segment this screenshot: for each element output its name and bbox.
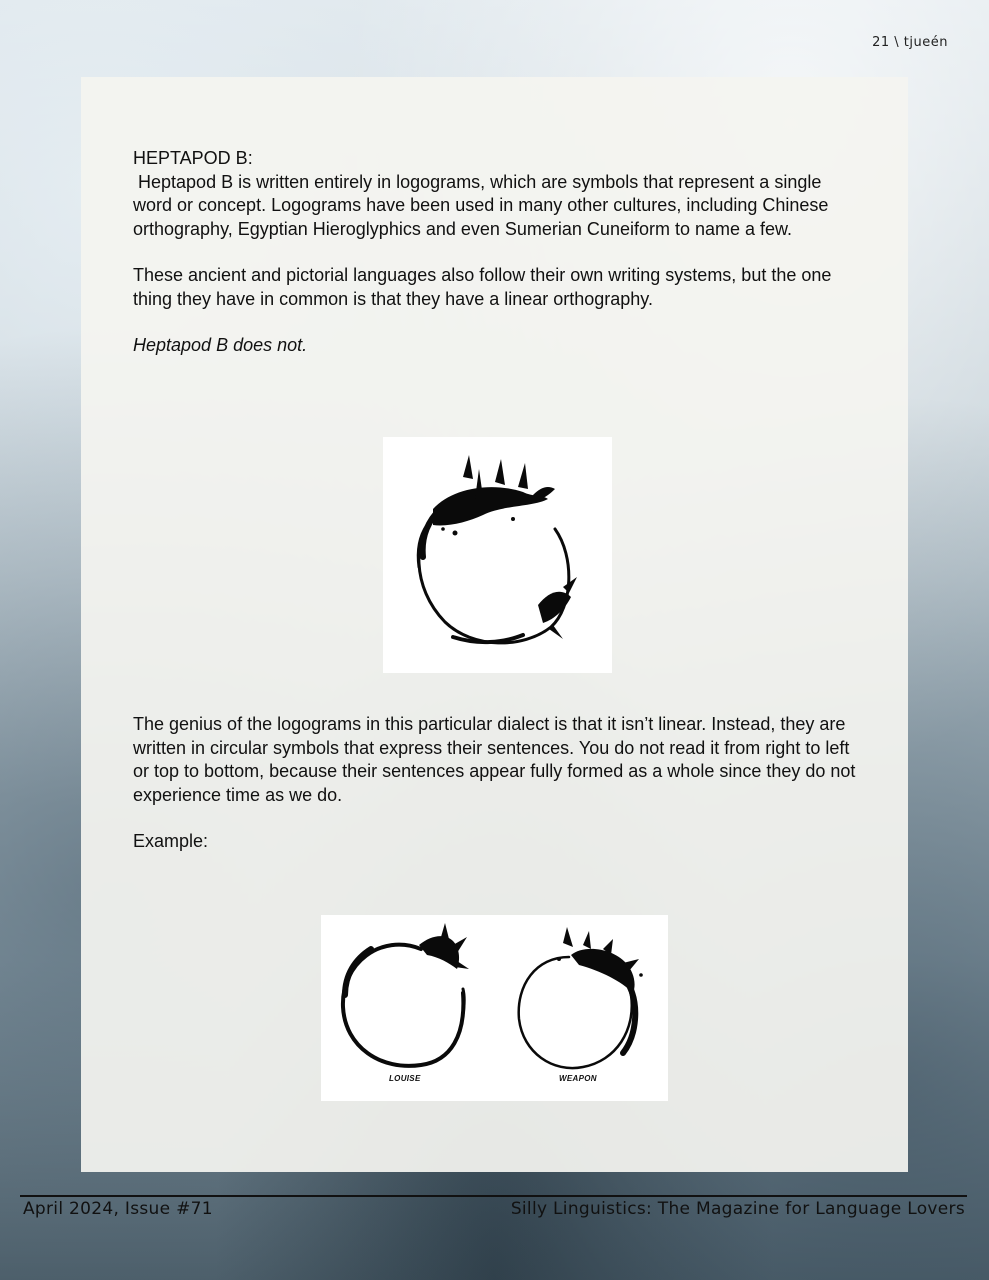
logogram-image xyxy=(383,437,612,673)
example-logograms-figure xyxy=(321,915,668,1101)
caption-weapon: WEAPON xyxy=(559,1074,597,1083)
paragraph-linear: These ancient and pictorial languages also follow their own writing systems, but the one thing they have in common is that they have a linear orthography. xyxy=(133,265,832,309)
paragraph-circular: The genius of the logograms in this particular dialect is that it isn’t linear. Instead, they are written in circular symbols that express their sentences. You do not read it from right to left or top to bottom, because their sentences appear fully formed as a whole since they do not experience time as we do. xyxy=(133,714,856,805)
footer-issue: April 2024, Issue #71 xyxy=(23,1199,213,1219)
example-label: Example: xyxy=(133,831,209,851)
paragraph-emphasis: Heptapod B does not. xyxy=(133,335,308,355)
caption-louise: LOUISE xyxy=(389,1074,421,1083)
article-body-continued xyxy=(133,713,858,854)
example-logograms-image xyxy=(321,915,668,1101)
article-page xyxy=(81,77,908,1172)
logogram-figure xyxy=(383,437,612,673)
article-heading: HEPTAPOD B: xyxy=(133,148,253,168)
footer-magazine-title: Silly Linguistics: The Magazine for Language Lovers xyxy=(510,1199,965,1219)
footer-divider xyxy=(20,1195,967,1197)
article-body xyxy=(133,147,858,358)
paragraph-intro: Heptapod B is written entirely in logograms, which are symbols that represent a single word or concept. Logograms have been used in many other cultures, including Chinese orthography, Egyptian Hieroglyphics and even Sumerian Cuneiform to name a few. xyxy=(133,171,834,239)
page-number: 21 \ tjueén xyxy=(872,35,948,50)
